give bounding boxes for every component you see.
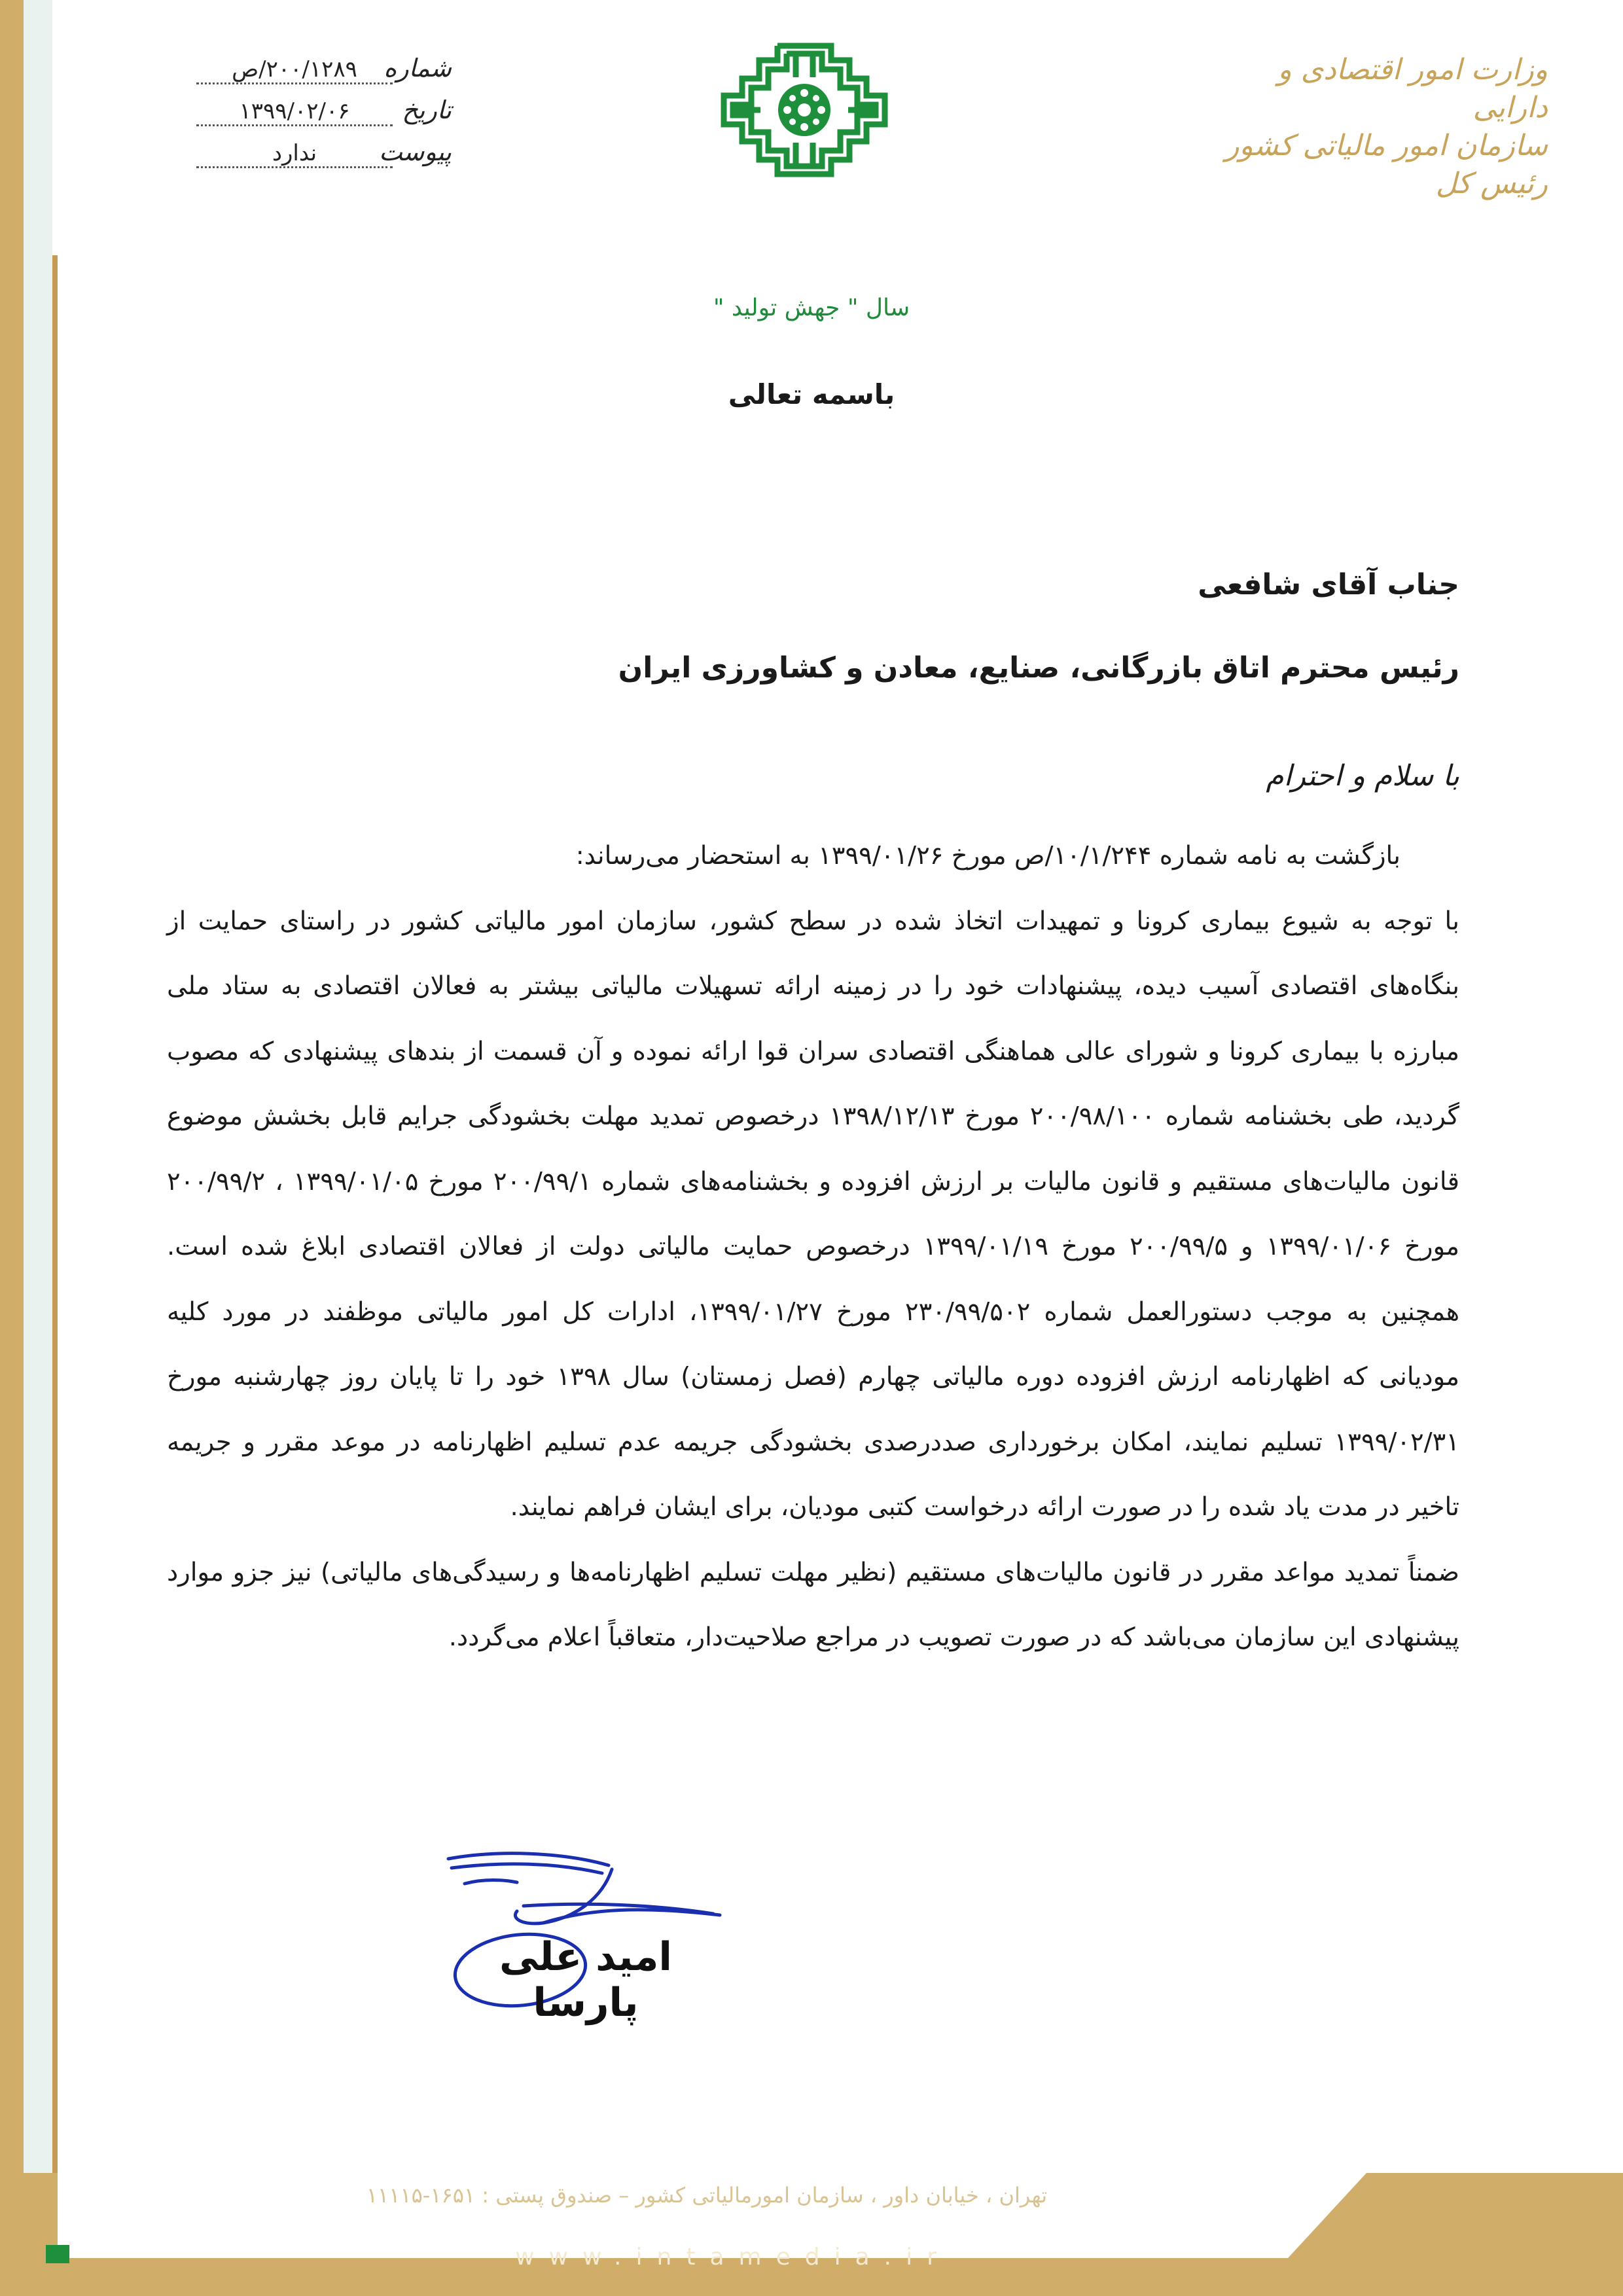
footer-square-icon [46, 2245, 69, 2263]
meta-date-row [164, 96, 452, 137]
letter-body [167, 823, 1459, 1670]
year-slogan: سال " جهش تولید " [713, 295, 910, 321]
left-border-edge [52, 255, 58, 2278]
date-value: ۱۳۹۹/۰۲/۰۶ [196, 98, 393, 126]
number-value: ۲۰۰/۱۲۸۹/ص [196, 56, 393, 84]
organization-logo-icon [719, 41, 890, 179]
date-label: تاریخ [402, 96, 452, 124]
left-border-strip [0, 0, 24, 2296]
body-intro: بازگشت به نامه شماره ۱۰/۱/۲۴۴/ص مورخ ۱۳۹۹/۰۱/۲۶ به استحضار می‌رساند: [575, 841, 1400, 870]
attachment-label: پیوست [379, 137, 452, 166]
meta-number-row [164, 54, 452, 96]
footer-website: www.intamedia.ir [515, 2244, 951, 2270]
number-label: شماره [383, 54, 452, 82]
body-main: با توجه به شیوع بیماری کرونا و تمهیدات اتخاذ شده در سطح کشور، سازمان امور مالیاتی کشور در راستای حمایت از بنگاه‌های اقتصادی آسیب دیده، پیشنهادات خود را در زمینه ارائه تسهیلات مالیاتی بیشتر به فعالان اقتصادی به ستاد ملی مبارزه با بیماری کرونا و شورای عالی هماهنگی اقتصادی سران قوا ارائه نموده و آن قسمت از بندهای پیشنهادی که مصوب گردید، طی بخشنامه شماره ۲۰۰/۹۸/۱۰۰ مورخ ۱۳۹۸/۱۲/۱۳ درخصوص تمدید مهلت بخشودگی جرایم قابل بخشش موضوع قانون مالیات‌های مستقیم و قانون مالیات بر ارزش افزوده و بخشنامه‌های شماره ۲۰۰/۹۹/۱ مورخ ۱۳۹۹/۰۱/۰۵ ، ۲۰۰/۹۹/۲ مورخ ۱۳۹۹/۰۱/۰۶ و ۲۰۰/۹۹/۵ مورخ ۱۳۹۹/۰۱/۱۹ درخصوص حمایت مالیاتی دولت از فعالان اقتصادی ابلاغ شده است. همچنین به موجب دستورالعمل شماره ۲۳۰/۹۹/۵۰۲ مورخ ۱۳۹۹/۰۱/۲۷، ادارات کل امور مالیاتی موظفند در مورد کلیه مودیانی که اظهارنامه ارزش افزوده دوره مالیاتی چهارم (فصل زمستان) سال ۱۳۹۸ خود را تا پایان روز چهارشنبه مورخ ۱۳۹۹/۰۲/۳۱ تسلیم نمایند، امکان برخورداری صددرصدی بخشودگی جریمه عدم تسلیم اظهارنامه در موعد مقرر و جریمه تاخیر در مدت یاد شده را در صورت ارائه درخواست کتبی مودیان، برای ایشان فراهم نمایند. [167, 906, 1460, 1522]
addressee-name: جناب آقای شافعی [1198, 568, 1459, 601]
position-title: رئیس کل [1435, 167, 1548, 200]
letterhead [1207, 51, 1548, 203]
invocation-heading: باسمه تعالی [728, 378, 895, 410]
signer-name: امید علی پارسا [499, 1934, 672, 2026]
left-border-inner [24, 0, 52, 2296]
body-closing: ضمناً تمدید مواعد مقرر در قانون مالیات‌های مستقیم (نظیر مهلت تسلیم اظهارنامه‌ها و رسیدگی‌های مالیاتی) نیز جزو موارد پیشنهادی این سازمان می‌باشد که در صورت تصویب در مراجع صلاحیت‌دار، متعاقباً اعلام می‌گردد. [167, 1557, 1459, 1652]
organization-name: سازمان امور مالیاتی کشور [1225, 129, 1548, 162]
attachment-value: ندارد [196, 140, 393, 168]
footer-address: تهران ، خیابان داور ، سازمان امورمالیاتی کشور – صندوق پستی : ۱۶۵۱-۱۱۱۱۵ [366, 2183, 1048, 2208]
greeting: با سلام و احترام [1266, 759, 1459, 793]
addressee-title: رئیس محترم اتاق بازرگانی، صنایع، معادن و کشاورزی ایران [618, 651, 1459, 685]
meta-attachment-row [164, 137, 452, 179]
letter-meta [164, 54, 452, 179]
ministry-name: وزارت امور اقتصادی و دارایی [1277, 53, 1548, 124]
